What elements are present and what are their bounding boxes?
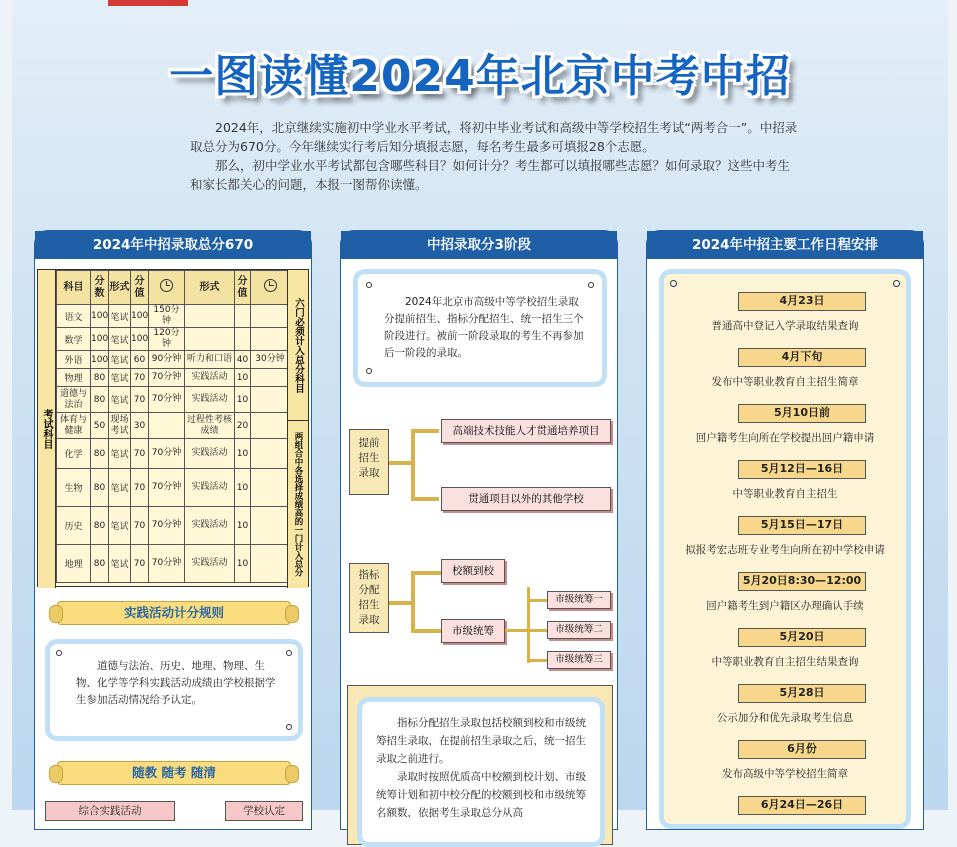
schedule-event: 中等职业教育自主招生结果查询 bbox=[711, 656, 859, 668]
stages-column-header: 中招录取分3阶段 bbox=[341, 231, 617, 259]
connector bbox=[411, 429, 439, 433]
table-cell: 实践活动 bbox=[185, 439, 235, 469]
table-cell: 笔试 bbox=[109, 387, 131, 413]
connector bbox=[389, 461, 413, 465]
table-cell: 听力和口语 bbox=[185, 351, 235, 369]
stage-early-item-2: 贯通项目以外的其他学校 bbox=[441, 487, 611, 511]
score-table bbox=[56, 270, 290, 583]
stages-column bbox=[340, 230, 618, 830]
connector bbox=[411, 497, 439, 501]
table-cell: 70分钟 bbox=[149, 469, 185, 507]
note-dot bbox=[286, 650, 292, 656]
table-cell: 化学 bbox=[57, 439, 91, 469]
connector bbox=[411, 629, 441, 633]
table-cell: 实践活动 bbox=[185, 507, 235, 545]
table-cell bbox=[251, 439, 290, 469]
table-cell: 笔试 bbox=[109, 439, 131, 469]
schedule-date: 5月15日—17日 bbox=[738, 516, 866, 535]
schedule-column-header: 2024年中招主要工作日程安排 bbox=[647, 231, 923, 259]
table-cell: 150分钟 bbox=[149, 305, 185, 328]
schedule-date: 6月24日—26日 bbox=[738, 796, 866, 815]
table-cell: 80 bbox=[91, 369, 109, 387]
table-cell: 实践活动 bbox=[185, 369, 235, 387]
connector bbox=[505, 629, 527, 632]
table-cell: 10 bbox=[235, 439, 251, 469]
schedule-event: 回户籍考生到户籍区办理确认手续 bbox=[706, 600, 864, 612]
schedule-date: 4月下旬 bbox=[738, 348, 866, 367]
table-cell: 笔试 bbox=[109, 369, 131, 387]
header-tab bbox=[108, 0, 188, 6]
practice-rules-note bbox=[45, 639, 303, 741]
schedule-event: 公示加分和优先录取考生信息 bbox=[716, 712, 854, 724]
table-cell: 10 bbox=[235, 545, 251, 583]
table-row bbox=[57, 507, 290, 545]
table-cell: 80 bbox=[91, 469, 109, 507]
score-column bbox=[34, 230, 312, 830]
score-column-header: 2024年中招录取总分670 bbox=[35, 231, 311, 259]
table-cell: 50 bbox=[91, 413, 109, 439]
table-cell bbox=[251, 328, 290, 351]
table-header: 形式 bbox=[185, 271, 235, 305]
score-rows bbox=[57, 305, 290, 583]
table-cell: 80 bbox=[91, 507, 109, 545]
table-cell bbox=[251, 545, 290, 583]
stage-quota-item-2: 市级统筹 bbox=[441, 619, 505, 643]
practice-activity-box: 综合实践活动 bbox=[45, 801, 175, 821]
city-item-1: 市级统筹一 bbox=[547, 591, 611, 609]
schedule-date: 6月份 bbox=[738, 740, 866, 759]
table-row bbox=[57, 545, 290, 583]
intro-paragraph-2: 那么，初中学业水平考试都包含哪些科目？如何计分？考生都可以填报哪些志愿？如何录取？这些中考生和家长都关心的问题，本报一图帮你读懂。 bbox=[190, 158, 791, 192]
page bbox=[12, 0, 948, 819]
connector bbox=[527, 659, 547, 662]
table-cell: 100 bbox=[131, 328, 149, 351]
table-cell: 语文 bbox=[57, 305, 91, 328]
table-cell: 10 bbox=[235, 469, 251, 507]
schedule-event: 中等职业教育自主招生 bbox=[732, 488, 838, 500]
table-cell bbox=[251, 305, 290, 328]
connector bbox=[411, 571, 441, 575]
table-cell: 道德与法治 bbox=[57, 387, 91, 413]
schedule-date: 5月20日8:30—12:00 bbox=[738, 572, 866, 591]
table-cell: 40 bbox=[235, 351, 251, 369]
city-item-3: 市级统筹三 bbox=[547, 651, 611, 669]
note-dot bbox=[56, 650, 62, 656]
table-cell: 物理 bbox=[57, 369, 91, 387]
table-cell: 10 bbox=[235, 507, 251, 545]
connector bbox=[389, 601, 413, 605]
table-row bbox=[57, 413, 290, 439]
table-cell: 100 bbox=[91, 351, 109, 369]
table-cell: 20 bbox=[235, 413, 251, 439]
quota-detail-paragraph-2: 录取时按照优质高中校额到校计划、市级统筹计划和初中校分配的校额到校和市级统筹名额数，依据考生录取总分从高 bbox=[376, 771, 586, 819]
stages-note-text: 2024年北京市高级中等学校招生录取分提前招生、指标分配招生、统一招生三个阶段进行。被前一阶段录取的考生不再参加后一阶段的录取。 bbox=[384, 296, 584, 359]
table-row bbox=[57, 439, 290, 469]
table-cell: 外语 bbox=[57, 351, 91, 369]
connector bbox=[411, 429, 415, 499]
table-header-row bbox=[57, 271, 290, 305]
schedule-date: 5月20日 bbox=[738, 628, 866, 647]
table-cell: 地理 bbox=[57, 545, 91, 583]
table-header: 科目 bbox=[57, 271, 91, 305]
table-cell: 70 bbox=[131, 369, 149, 387]
table-row bbox=[57, 469, 290, 507]
schedule-event: 回户籍考生向所在学校提出回户籍申请 bbox=[695, 432, 875, 444]
follow-title: 随教 随考 随清 bbox=[57, 761, 291, 785]
table-cell: 70 bbox=[131, 469, 149, 507]
stage-quota-item-1: 校额到校 bbox=[441, 559, 505, 583]
table-cell: 70 bbox=[131, 387, 149, 413]
table-cell: 体育与健康 bbox=[57, 413, 91, 439]
table-cell: 80 bbox=[91, 545, 109, 583]
stages-note bbox=[353, 269, 607, 387]
schedule-date: 5月10日前 bbox=[738, 404, 866, 423]
table-cell: 实践活动 bbox=[185, 387, 235, 413]
table-cell: 70 bbox=[131, 545, 149, 583]
table-cell: 60 bbox=[131, 351, 149, 369]
table-cell bbox=[251, 469, 290, 507]
school-confirm-box: 学校认定 bbox=[225, 801, 303, 821]
table-cell: 笔试 bbox=[109, 351, 131, 369]
table-cell: 70分钟 bbox=[149, 369, 185, 387]
table-cell: 笔试 bbox=[109, 507, 131, 545]
schedule-event: 拟报考宏志班专业考生向所在初中学校申请 bbox=[685, 544, 885, 556]
table-header-clock bbox=[149, 271, 185, 305]
table-cell: 现场考试 bbox=[109, 413, 131, 439]
stage-early-item-1: 高端技术技能人才贯通培养项目 bbox=[441, 419, 611, 443]
table-cell: 10 bbox=[235, 387, 251, 413]
intro bbox=[190, 118, 800, 194]
table-cell: 历史 bbox=[57, 507, 91, 545]
table-header: 分数 bbox=[91, 271, 109, 305]
schedule-event: 发布中等职业教育自主招生简章 bbox=[711, 376, 859, 388]
schedule-event: 普通高中登记入学录取结果查询 bbox=[711, 320, 859, 332]
table-cell: 90分钟 bbox=[149, 351, 185, 369]
table-cell: 过程性考核成绩 bbox=[185, 413, 235, 439]
city-item-2: 市级统筹二 bbox=[547, 621, 611, 639]
table-cell: 100 bbox=[131, 305, 149, 328]
schedule-date: 5月28日 bbox=[738, 684, 866, 703]
table-cell: 70分钟 bbox=[149, 545, 185, 583]
note-dot bbox=[286, 724, 292, 730]
clock-icon bbox=[264, 279, 277, 292]
quota-detail-note bbox=[357, 697, 605, 847]
table-cell: 数学 bbox=[57, 328, 91, 351]
schedule-date: 4月23日 bbox=[738, 292, 866, 311]
table-cell bbox=[235, 305, 251, 328]
table-cell bbox=[235, 328, 251, 351]
table-cell bbox=[185, 305, 235, 328]
table-cell: 生物 bbox=[57, 469, 91, 507]
table-cell: 实践活动 bbox=[185, 545, 235, 583]
table-row bbox=[57, 305, 290, 328]
connector bbox=[527, 629, 547, 632]
practice-rules-text: 道德与法治、历史、地理、物理、生物、化学等学科实践活动成绩由学校根据学生参加活动情况给予认定。 bbox=[76, 660, 276, 706]
elective-subjects-label: 两组合中各选择成绩高的一门计入总分 bbox=[287, 420, 308, 588]
connector bbox=[527, 599, 547, 602]
schedule-date: 5月12日—16日 bbox=[738, 460, 866, 479]
table-header: 分值 bbox=[235, 271, 251, 305]
stage-early: 提前招生录取 bbox=[349, 429, 389, 495]
table-cell bbox=[251, 387, 290, 413]
table-cell: 笔试 bbox=[109, 545, 131, 583]
table-header: 形式 bbox=[109, 271, 131, 305]
stage-quota: 指标分配招生录取 bbox=[349, 563, 389, 633]
table-row bbox=[57, 369, 290, 387]
table-cell: 80 bbox=[91, 439, 109, 469]
schedule-column bbox=[646, 230, 924, 830]
table-cell: 70 bbox=[131, 507, 149, 545]
table-cell: 笔试 bbox=[109, 328, 131, 351]
table-cell: 笔试 bbox=[109, 469, 131, 507]
table-cell bbox=[251, 369, 290, 387]
table-header: 分值 bbox=[131, 271, 149, 305]
connector bbox=[411, 571, 415, 633]
table-cell: 30分钟 bbox=[251, 351, 290, 369]
quota-detail-paragraph-1: 指标分配招生录取包括校额到校和市级统筹招生录取，在提前招生录取之后，统一招生录取之前进行。 bbox=[376, 717, 586, 765]
table-row bbox=[57, 387, 290, 413]
table-cell: 100 bbox=[91, 305, 109, 328]
note-dot bbox=[670, 280, 677, 287]
table-cell: 100 bbox=[91, 328, 109, 351]
table-header-clock bbox=[251, 271, 290, 305]
required-subjects-label: 六门必须计入总分科目 bbox=[287, 270, 308, 420]
page-title: 一图读懂2024年北京中考中招 bbox=[169, 51, 791, 102]
clock-icon bbox=[160, 279, 173, 292]
practice-rules-title: 实践活动计分规则 bbox=[57, 601, 291, 625]
table-cell bbox=[251, 413, 290, 439]
table-cell: 80 bbox=[91, 387, 109, 413]
table-cell: 70分钟 bbox=[149, 387, 185, 413]
schedule-event: 发布高级中等学校招生简章 bbox=[722, 768, 848, 780]
score-table-frame bbox=[37, 269, 309, 587]
table-cell bbox=[149, 413, 185, 439]
table-cell: 笔试 bbox=[109, 305, 131, 328]
table-cell: 70分钟 bbox=[149, 507, 185, 545]
note-dot bbox=[366, 368, 372, 374]
table-cell: 10 bbox=[235, 369, 251, 387]
intro-paragraph-1: 2024年，北京继续实施初中学业水平考试，将初中毕业考试和高级中等学校招生考试“两考合一”。中招录取总分为670分。今年继续实行考后知分填报志愿，每名考生最多可填报28个志愿。 bbox=[190, 120, 798, 154]
table-cell: 实践活动 bbox=[185, 469, 235, 507]
table-cell: 70分钟 bbox=[149, 439, 185, 469]
table-row bbox=[57, 328, 290, 351]
table-cell bbox=[251, 507, 290, 545]
note-dot bbox=[366, 282, 372, 288]
table-cell: 30 bbox=[131, 413, 149, 439]
table-cell: 70 bbox=[131, 439, 149, 469]
table-row bbox=[57, 351, 290, 369]
exam-subjects-label: 考试科目 bbox=[38, 270, 56, 588]
note-dot bbox=[893, 280, 900, 287]
note-dot bbox=[588, 282, 594, 288]
schedule-panel bbox=[659, 269, 911, 829]
table-cell bbox=[185, 328, 235, 351]
table-cell: 120分钟 bbox=[149, 328, 185, 351]
